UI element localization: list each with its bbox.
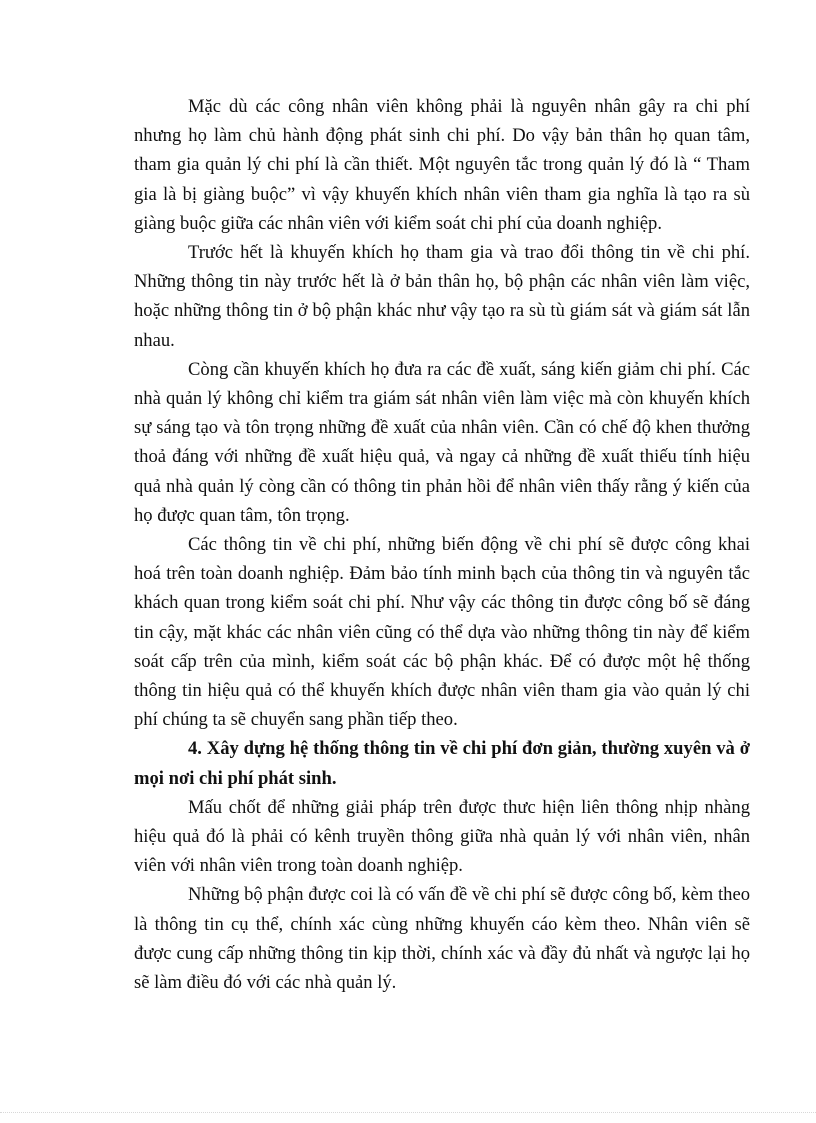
paragraph-information-exchange: Trước hết là khuyến khích họ tham gia và trao đổi thông tin về chi phí. Những thông tin này trước hết là ở bản thân họ, bộ phận các nhân viên làm việc, hoặc những thông tin ở bộ phận khác như vậy tạo ra sù tù giám sát và giám sát lẫn nhau. xyxy=(134,242,750,351)
paragraph-cost-transparency: Các thông tin về chi phí, những biến động về chi phí sẽ được công khai hoá trên toàn doanh nghiệp. Đảm bảo tính minh bạch của thông tin và nguyên tắc khách quan trong kiểm soát chi phí. Như vậy các thông tin được công bố sẽ đáng tin cậy, mặt khác các nhân viên cũng có thể dựa vào những thông tin này để kiểm soát cấp trên của mình, kiểm soát các bộ phận khác. Để có được một hệ thống thông tin hiệu quả có thể khuyến khích được nhân viên tham gia vào quản lý chi phí chúng ta sẽ chuyển sang phần tiếp theo. xyxy=(134,534,750,731)
section-heading-information-system: 4. Xây dựng hệ thống thông tin về chi phí đơn giản, thường xuyên và ở mọi nơi chi phí phát sinh. xyxy=(134,738,750,789)
paragraph-cost-disclosure: Những bộ phận được coi là có vấn đề về chi phí sẽ được công bố, kèm theo là thông tin cụ thể, chính xác cùng những khuyến cáo kèm theo. Nhân viên sẽ được cung cấp những thông tin kịp thời, chính xác và đầy đủ nhất và ngược lại họ sẽ làm điều đó với các nhà quản lý. xyxy=(134,884,750,994)
document-body xyxy=(134,92,750,997)
paragraph-cost-reduction-proposals: Còng cần khuyến khích họ đưa ra các đề xuất, sáng kiến giảm chi phí. Các nhà quản lý không chỉ kiểm tra giám sát nhân viên làm việc mà còn khuyến khích sự sáng tạo và tôn trọng những đề xuất của nhân viên. Cần có chế độ khen thưởng thoả đáng với những đề xuất hiệu quả, và ngay cả những đề xuất thiếu tính hiệu quả nhà quản lý còng cần có thông tin phản hồi để nhân viên thấy rằng ý kiến của họ được quan tâm, tôn trọng. xyxy=(134,358,750,526)
page-bottom-divider xyxy=(0,1112,816,1113)
paragraph-communication-channel: Mấu chốt để những giải pháp trên được thưc hiện liên thông nhịp nhàng hiệu quả đó là phải có kênh truyền thông giữa nhà quản lý với nhân viên, nhân viên với nhân viên trong toàn doanh nghiệp. xyxy=(134,796,750,877)
paragraph-employee-participation: Mặc dù các công nhân viên không phải là nguyên nhân gây ra chi phí nhưng họ làm chủ hành động phát sinh chi phí. Do vậy bản thân họ quan tâm, tham gia quản lý chi phí là cần thiết. Một nguyên tắc trong quản lý đó là “ Tham gia là bị giàng buộc” vì vậy khuyến khích nhân viên tham gia nghĩa là tạo ra sù giàng buộc giữa các nhân viên với kiểm soát chi phí của doanh nghiệp. xyxy=(134,96,750,234)
